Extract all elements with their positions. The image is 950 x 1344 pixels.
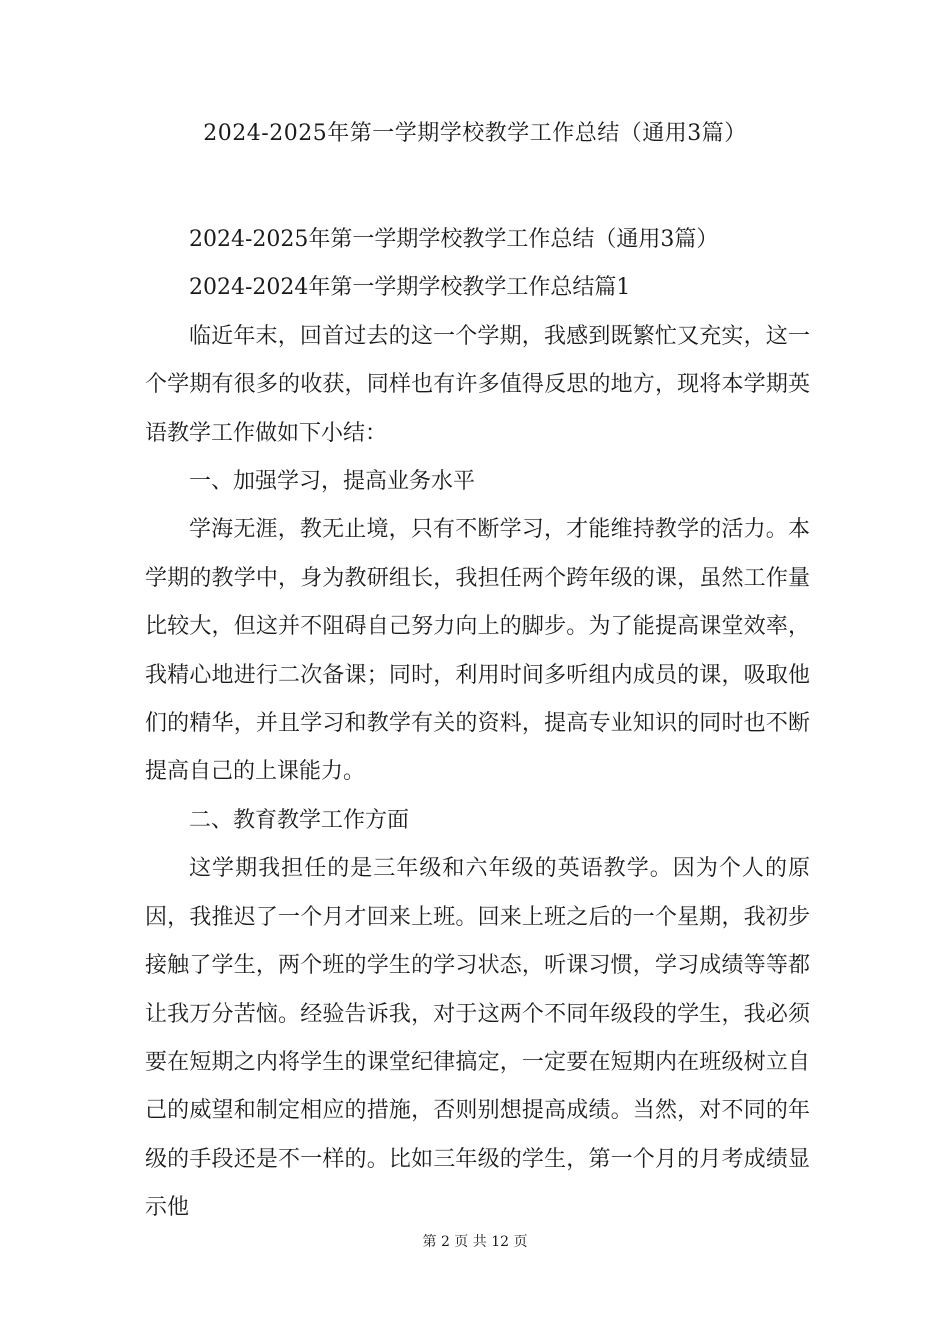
document-title: 2024-2025年第一学期学校教学工作总结（通用3篇） bbox=[203, 121, 747, 146]
paragraph-subtitle: 2024-2025年第一学期学校教学工作总结（通用3篇） bbox=[189, 227, 719, 252]
paragraph-intro: 临近年末，回首过去的这一个学期，我感到既繁忙又充实，这一个学期有很多的收获，同样也有许多值得反思的地方，现将本学期英语教学工作做如下小结： bbox=[145, 323, 810, 446]
document-body bbox=[145, 216, 810, 1233]
paragraph-study: 学海无涯，教无止境，只有不断学习，才能维持教学的活力。本学期的教学中，身为教研组长，我担任两个跨年级的课，虽然工作量比较大，但这并不阻碍自己努力向上的脚步。为了能提高课堂效率，我精心地进行二次备课；同时，利用时间多听组内成员的课，吸取他们的精华，并且学习和教学有关的资料，提高专业知识的同时也不断提高自己的上课能力。 bbox=[145, 517, 810, 785]
paragraph-section-heading: 2024-2024年第一学期学校教学工作总结篇1 bbox=[189, 275, 631, 301]
paragraph-teaching: 这学期我担任的是三年级和六年级的英语教学。因为个人的原因，我推迟了一个月才回来上班。回来上班之后的一个星期，我初步接触了学生，两个班的学生的学习状态，听课习惯，学习成绩等等都让我万分苦恼。经验告诉我，对于这两个不同年级段的学生，我必须要在短期之内将学生的课堂纪律搞定，一定要在短期内在班级树立自己的威望和制定相应的措施，否则别想提高成绩。当然，对不同的年级的手段还是不一样的。比如三年级的学生，第一个月的月考成绩显示他 bbox=[145, 856, 810, 1221]
page-number-footer: 第 2 页 共 12 页 bbox=[422, 1234, 528, 1250]
paragraph-heading-two: 二、教育教学工作方面 bbox=[189, 807, 410, 833]
paragraph-heading-one: 一、加强学习，提高业务水平 bbox=[189, 469, 476, 495]
